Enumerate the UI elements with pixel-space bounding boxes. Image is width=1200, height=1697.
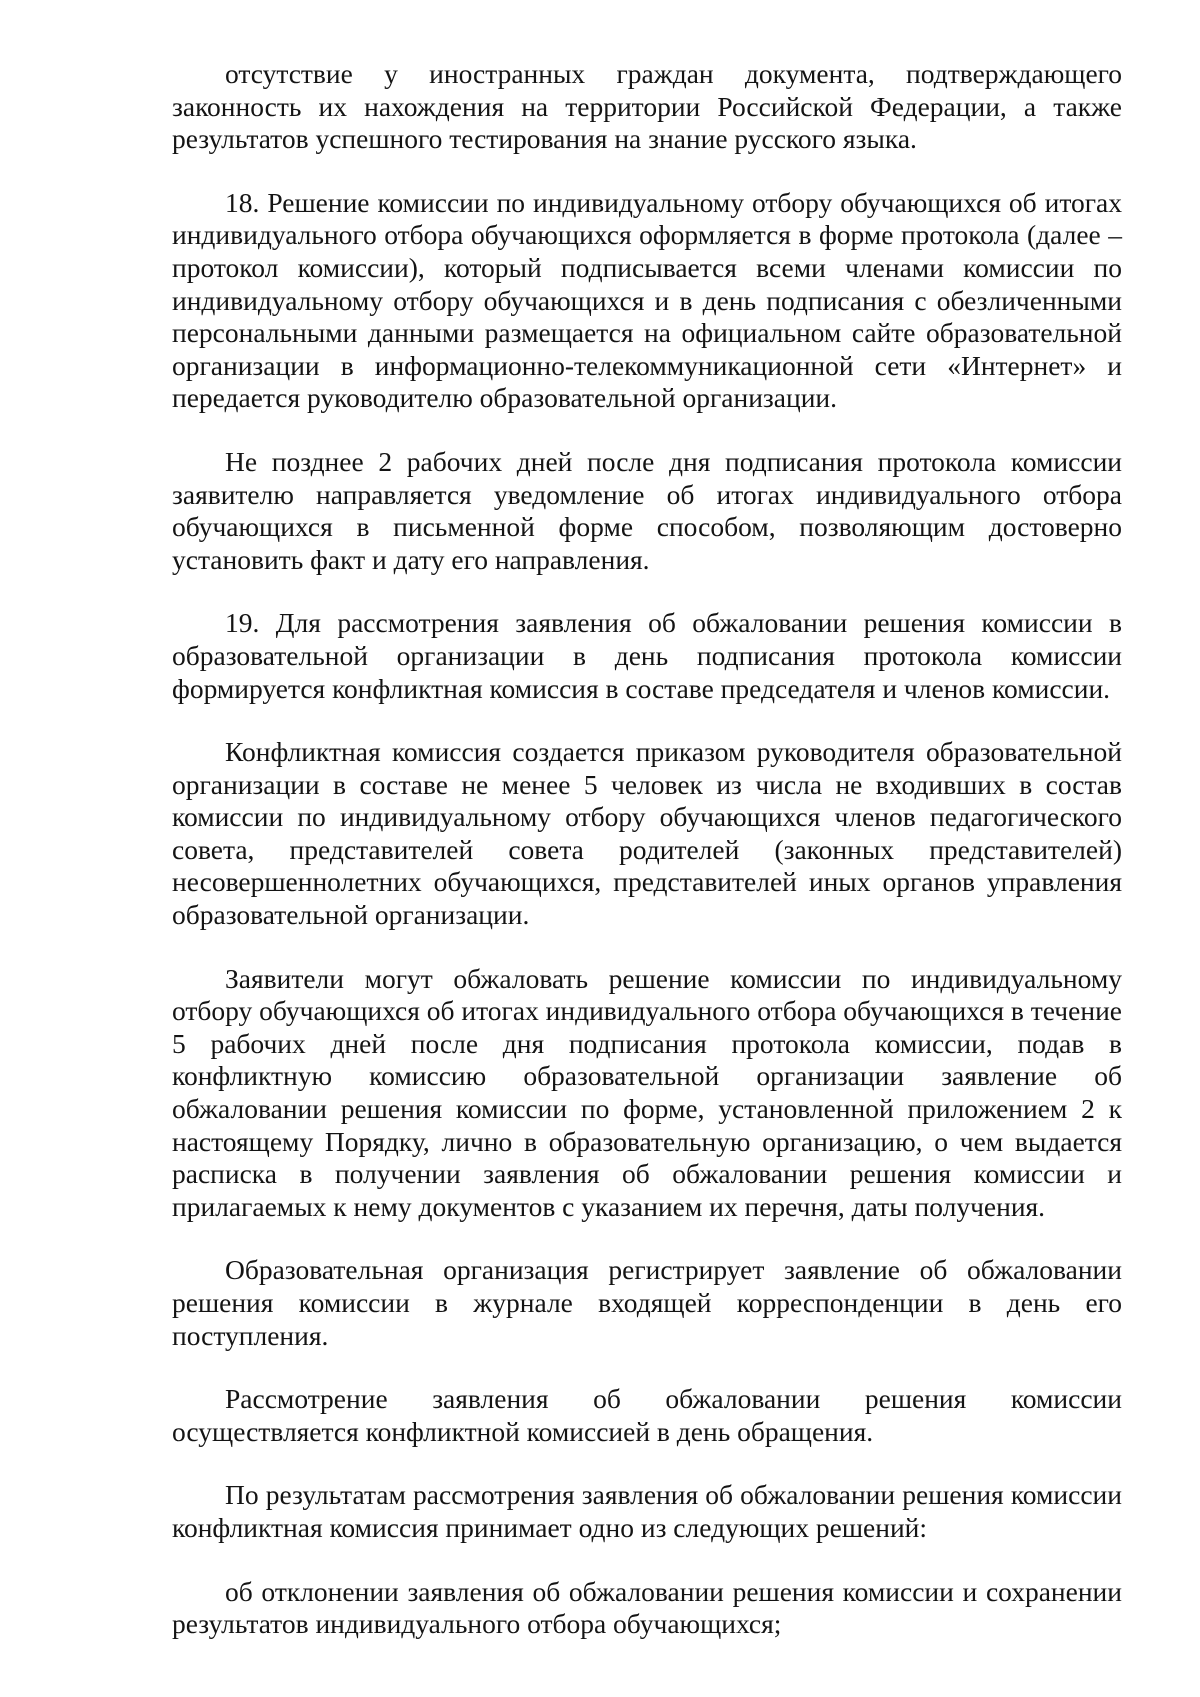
paragraph-decisions: По результатам рассмотрения заявления об обжаловании решения комиссии конфликтная комиссия принимает одно из следующих решений:	[172, 1479, 1122, 1543]
document-body	[172, 58, 1122, 1641]
paragraph-item-18: 18. Решение комиссии по индивидуальному отбору обучающихся об итогах индивидуального отбора обучающихся оформляется в форме протокола (далее – протокол комиссии), который подписывается всеми членами комиссии по индивидуальному отбору обучающихся и в день подписания с обезличенными персональными данными размещается на официальном сайте образовательной организации в информационно-телекоммуникационной сети «Интернет» и передается руководителю образовательной организации.	[172, 186, 1122, 414]
paragraph-conflict-commission: Конфликтная комиссия создается приказом руководителя образовательной организации в составе не менее 5 человек из числа не входивших в состав комиссии по индивидуальному отбору обучающихся членов педагогического совета, представителей совета родителей (законных представителей) несовершеннолетних обучающихся, представителей иных органов управления образовательной организации.	[172, 736, 1122, 931]
paragraph-appeal-right: Заявители могут обжаловать решение комиссии по индивидуальному отбору обучающихся об итогах индивидуального отбора обучающихся в течение 5 рабочих дней после дня подписания протокола комиссии, подав в конфликтную комиссию образовательной организации заявление об обжаловании решения комиссии по форме, установленной приложением 2 к настоящему Порядку, лично в образовательную организацию, о чем выдается расписка в получении заявления об обжаловании решения комиссии и прилагаемых к нему документов с указанием их перечня, даты получения.	[172, 962, 1122, 1222]
paragraph-foreign-citizens: отсутствие у иностранных граждан документа, подтверждающего законность их нахождения на территории Российской Федерации, а также результатов успешного тестирования на знание русского языка.	[172, 58, 1122, 155]
paragraph-rejection: об отклонении заявления об обжаловании решения комиссии и сохранении результатов индивидуального отбора обучающихся;	[172, 1575, 1122, 1640]
paragraph-registration: Образовательная организация регистрирует заявление об обжаловании решения комиссии в журнале входящей корреспонденции в день его поступления.	[172, 1254, 1122, 1351]
paragraph-review: Рассмотрение заявления об обжаловании решения комиссии осуществляется конфликтной комиссией в день обращения.	[172, 1383, 1122, 1447]
paragraph-notification: Не позднее 2 рабочих дней после дня подписания протокола комиссии заявителю направляется уведомление об итогах индивидуального отбора обучающихся в письменной форме способом, позволяющим достоверно установить факт и дату его направления.	[172, 445, 1122, 575]
paragraph-item-19: 19. Для рассмотрения заявления об обжаловании решения комиссии в образовательной организации в день подписания протокола комиссии формируется конфликтная комиссия в составе председателя и членов комиссии.	[172, 607, 1122, 704]
